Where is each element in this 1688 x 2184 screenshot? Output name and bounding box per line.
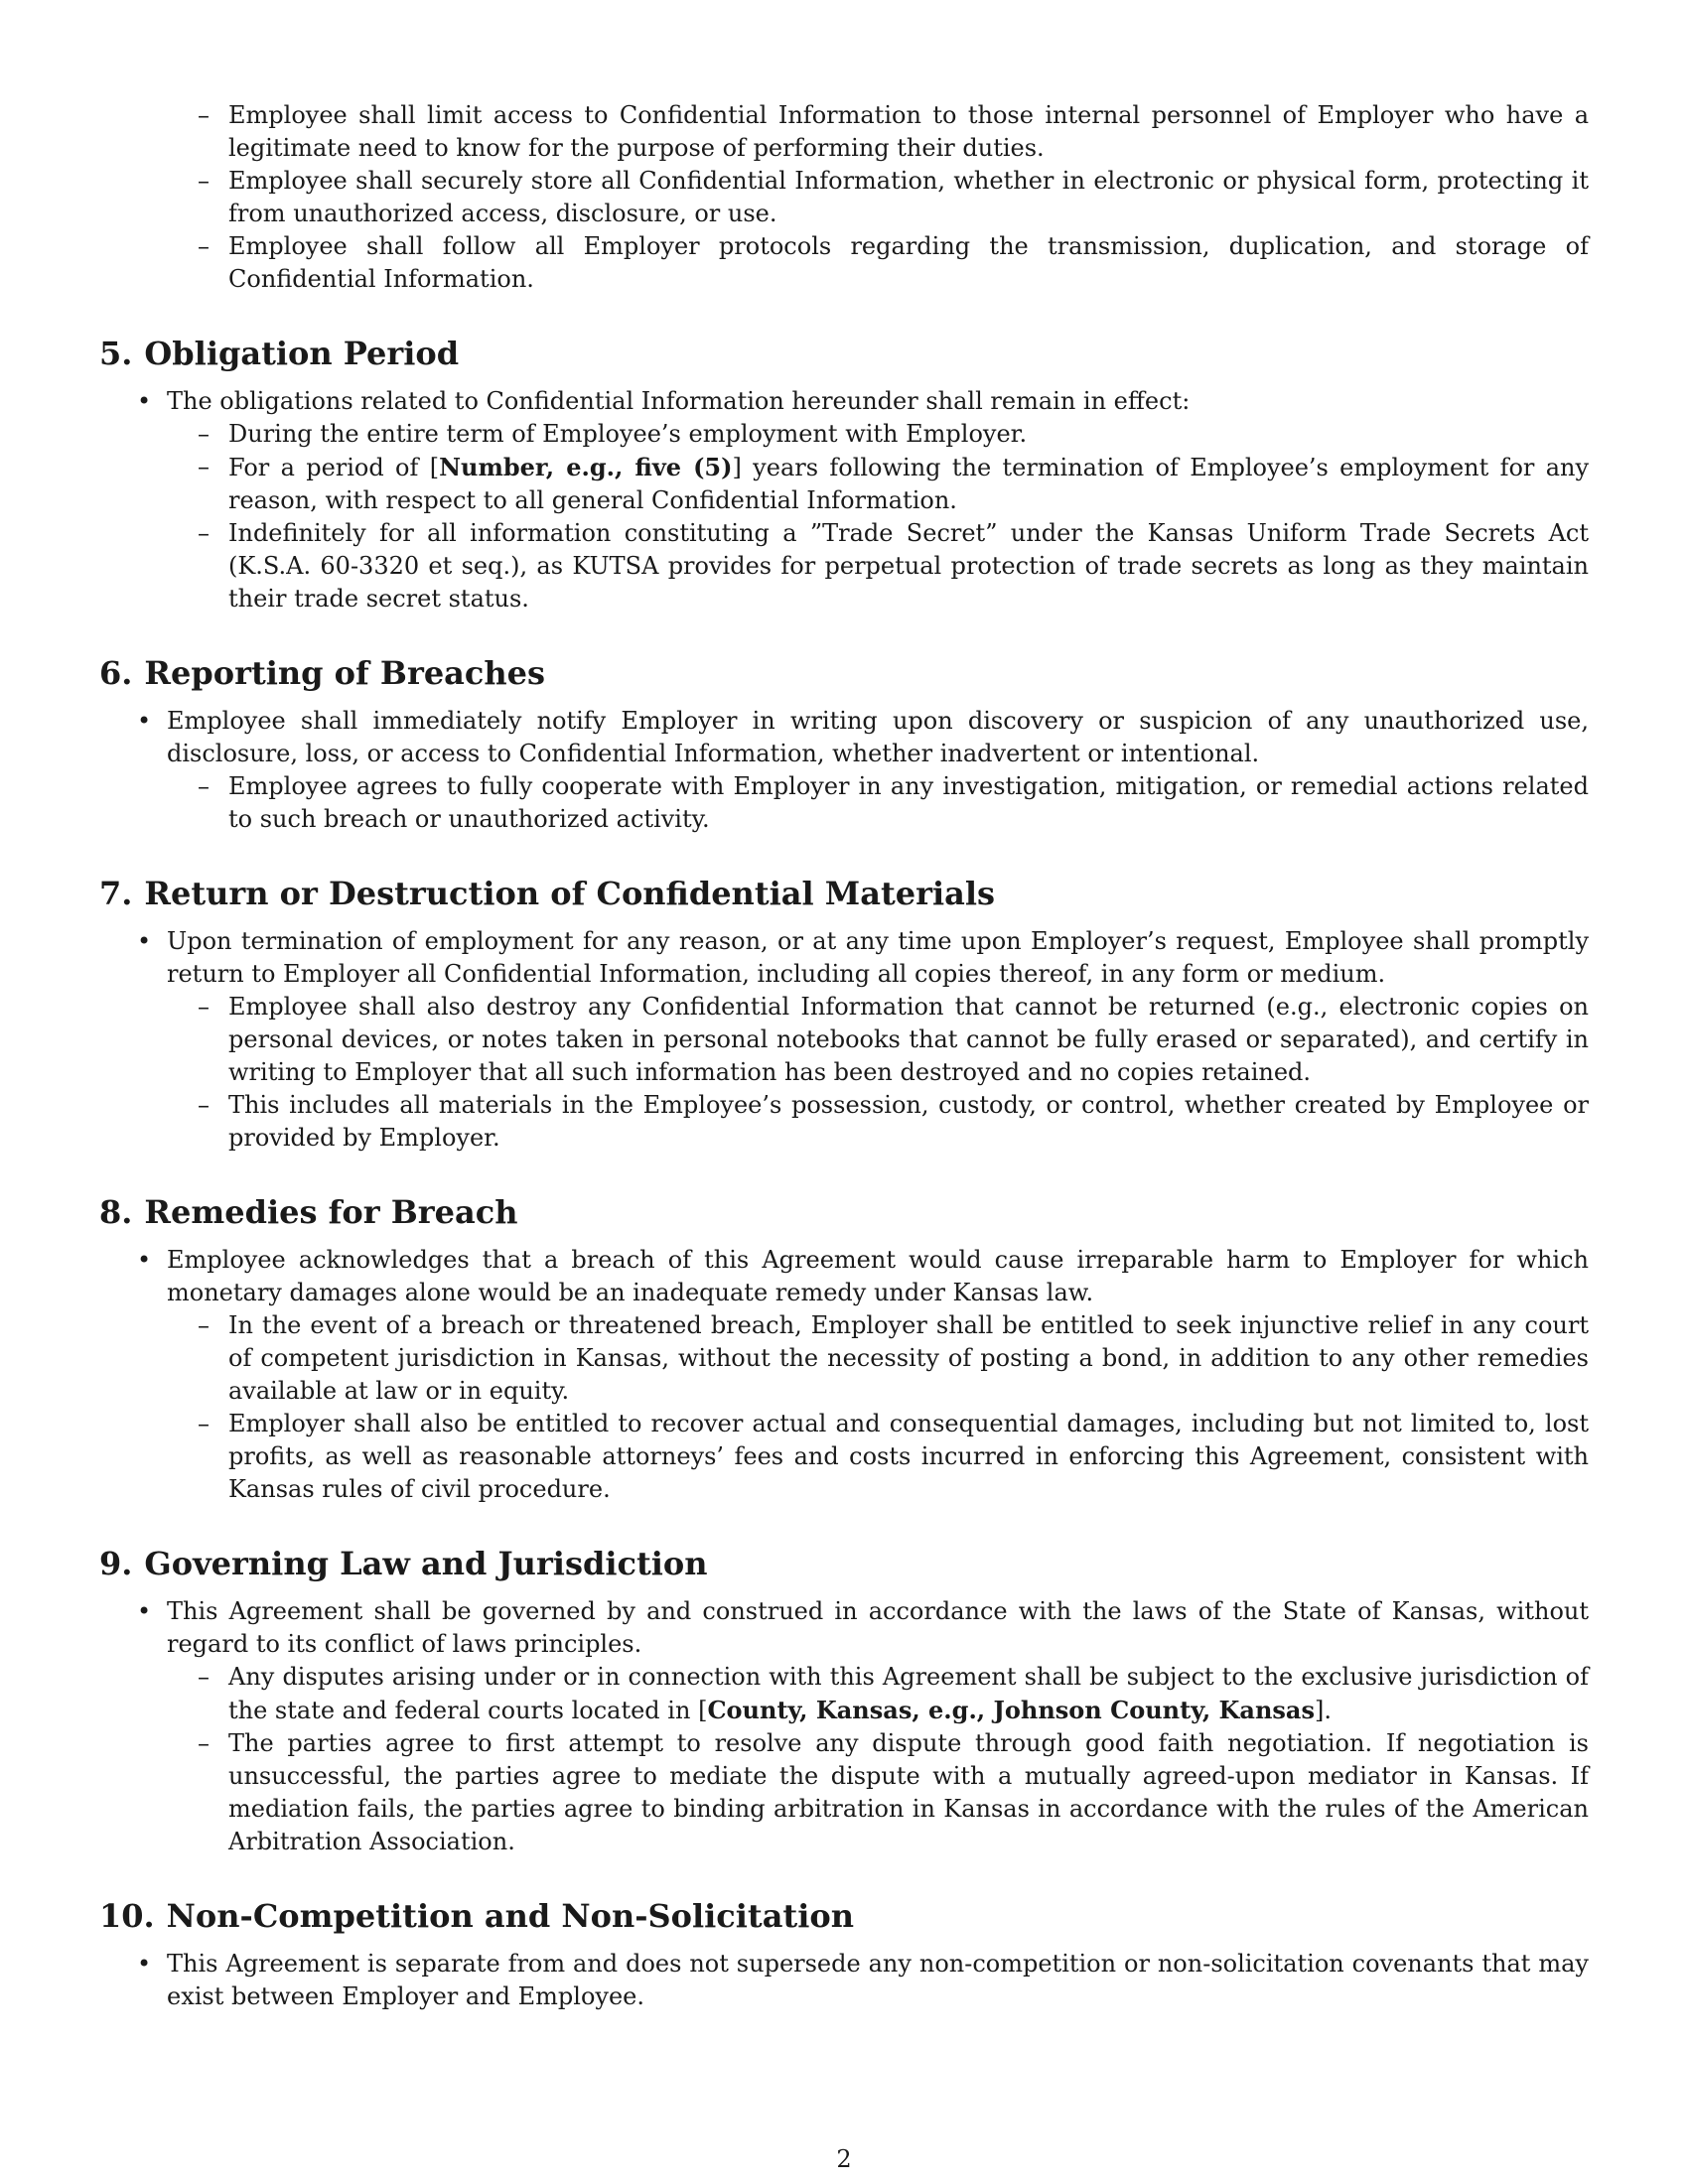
section-obligation-period (99, 334, 1589, 615)
section-title: Remedies for Breach (144, 1193, 518, 1231)
section-title: Reporting of Breaches (144, 654, 546, 692)
page-number: 2 (836, 2145, 852, 2173)
section-heading (99, 1544, 1589, 1583)
text-span: For a period of [ (228, 454, 440, 481)
list-item: – Employee shall limit access to Confidential Information to those internal personnel of Employer who have a legitimate need to know for the purpose of performing their duties. (228, 99, 1589, 165)
section-heading (99, 1192, 1589, 1232)
bullet-item (137, 385, 1590, 615)
list-item: – Employee shall securely store all Confidential Information, whether in electronic or physical form, protecting it from unauthorized access, disclosure, or use. (228, 165, 1589, 230)
bullet-text: This Agreement shall be governed by and construed in accordance with the laws of the State of Kansas, without regard to its conflict of laws principles. (167, 1597, 1589, 1658)
sub-list (167, 770, 1589, 836)
bullet-list (99, 1948, 1589, 2013)
bullet-icon: • (137, 387, 152, 415)
bullet-icon: • (137, 1950, 152, 1978)
bullet-icon: • (137, 1597, 152, 1625)
sub-list-item: – Indefinitely for all information constituting a ”Trade Secret” under the Kansas Uniform Trade Secrets Act (K.S.A. 60-3320 et seq.), as KUTSA provides for perpetual protection of trade secrets as long as they maintain their trade secret status. (228, 517, 1589, 615)
section-number: 10. (99, 1897, 155, 1935)
text-span: Any disputes arising under or in connection with this Agreement shall be subject to the exclusive jurisdiction of the state and federal courts located in [ (228, 1663, 1589, 1724)
bullet-text: The obligations related to Confidential Information hereunder shall remain in effect: (167, 387, 1191, 415)
section-non-competition (99, 1896, 1589, 2013)
document-content (99, 99, 1589, 2013)
section-title: Return or Destruction of Confidential Materials (144, 875, 995, 912)
bullet-list (99, 1595, 1589, 1858)
section-return-destruction (99, 874, 1589, 1155)
bullet-list (99, 705, 1589, 836)
bullet-text: Upon termination of employment for any reason, or at any time upon Employer’s request, Employee shall promptly return to Employer all Confidential Information, including all copies thereof, in any form or medium. (167, 927, 1589, 988)
sub-list-item: – In the event of a breach or threatened breach, Employer shall be entitled to seek injunctive relief in any court of competent jurisdiction in Kansas, without the necessity of posting a bond, in addition to any other remedies available at law or in equity. (228, 1309, 1589, 1408)
section-number: 7. (99, 875, 133, 912)
section-title: Non-Competition and Non-Solicitation (166, 1897, 854, 1935)
bullet-text: Employee acknowledges that a breach of this Agreement would cause irreparable harm to Employer for which monetary damages alone would be an inadequate remedy under Kansas law. (167, 1246, 1589, 1306)
bullet-item (137, 925, 1589, 1155)
bullet-icon: • (137, 1246, 152, 1274)
sub-list (167, 1661, 1589, 1858)
section-number: 5. (99, 335, 133, 372)
bullet-icon: • (137, 927, 152, 955)
placeholder-text: County, Kansas, e.g., Johnson County, Kansas (707, 1696, 1315, 1724)
document-page (99, 99, 1589, 2013)
sub-list-item: – Employee agrees to fully cooperate with Employer in any investigation, mitigation, or remedial actions related to such breach or unauthorized activity. (228, 770, 1589, 836)
bullet-item (137, 1595, 1589, 1858)
section-title: Governing Law and Jurisdiction (144, 1545, 708, 1582)
section-remedies (99, 1192, 1589, 1506)
sub-list-item: – During the entire term of Employee’s employment with Employer. (228, 418, 1589, 451)
sub-list-item: – Employee shall also destroy any Confidential Information that cannot be returned (e.g., electronic copies on personal devices, or notes taken in personal notebooks that cannot be fully erased or separated), and certify in writing to Employer that all such information has been destroyed and no copies retained. (228, 991, 1589, 1089)
list-item: – Employee shall follow all Employer protocols regarding the transmission, duplication, and storage of Confidential Information. (228, 230, 1589, 296)
sub-list-item: – This includes all materials in the Employee’s possession, custody, or control, whether created by Employee or provided by Employer. (228, 1089, 1589, 1155)
bullet-item (137, 705, 1589, 836)
bullet-text: Employee shall immediately notify Employer in writing upon discovery or suspicion of any unauthorized use, disclosure, loss, or access to Confidential Information, whether inadvertent or intentional. (167, 707, 1589, 767)
section-heading (99, 1896, 1589, 1936)
continued-dash-list (99, 99, 1589, 296)
bullet-list (99, 385, 1589, 615)
bullet-icon: • (137, 707, 152, 735)
sub-list-item: – Employer shall also be entitled to recover actual and consequential damages, including but not limited to, lost profits, as well as reasonable attorneys’ fees and costs incurred in enforcing this Agreement, consistent with Kansas rules of civil procedure. (228, 1408, 1589, 1506)
bullet-list (99, 925, 1589, 1155)
text-span: ] years following the termination of Employee’s employment for any reason, with respect to all general Confidential Information. (228, 454, 1590, 514)
section-heading (99, 653, 1589, 693)
section-number: 9. (99, 1545, 133, 1582)
bullet-item (137, 1244, 1589, 1506)
section-title: Obligation Period (144, 335, 460, 372)
sub-list-item: – The parties agree to first attempt to resolve any dispute through good faith negotiation. If negotiation is unsuccessful, the parties agree to mediate the dispute with a mutually agreed-upon mediator in Kansas. If mediation fails, the parties agree to binding arbitration in Kansas in accordance with the rules of the American Arbitration Association. (228, 1727, 1589, 1858)
sub-list (167, 418, 1589, 615)
text-span: ]. (1314, 1697, 1332, 1724)
sub-list (167, 1309, 1589, 1506)
bullet-list (99, 1244, 1589, 1506)
bullet-text: This Agreement is separate from and does not supersede any non-competition or non-solicitation covenants that may exist between Employer and Employee. (167, 1950, 1589, 2010)
section-heading (99, 334, 1589, 373)
section-governing-law (99, 1544, 1589, 1858)
section-number: 8. (99, 1193, 133, 1231)
placeholder-text: Number, e.g., five (5) (439, 453, 733, 481)
sub-list-item (228, 1661, 1589, 1727)
bullet-item (137, 1948, 1589, 2013)
section-number: 6. (99, 654, 133, 692)
sub-list-item (228, 451, 1589, 517)
section-heading (99, 874, 1589, 913)
section-reporting-breaches (99, 653, 1589, 836)
sub-list (167, 991, 1589, 1155)
